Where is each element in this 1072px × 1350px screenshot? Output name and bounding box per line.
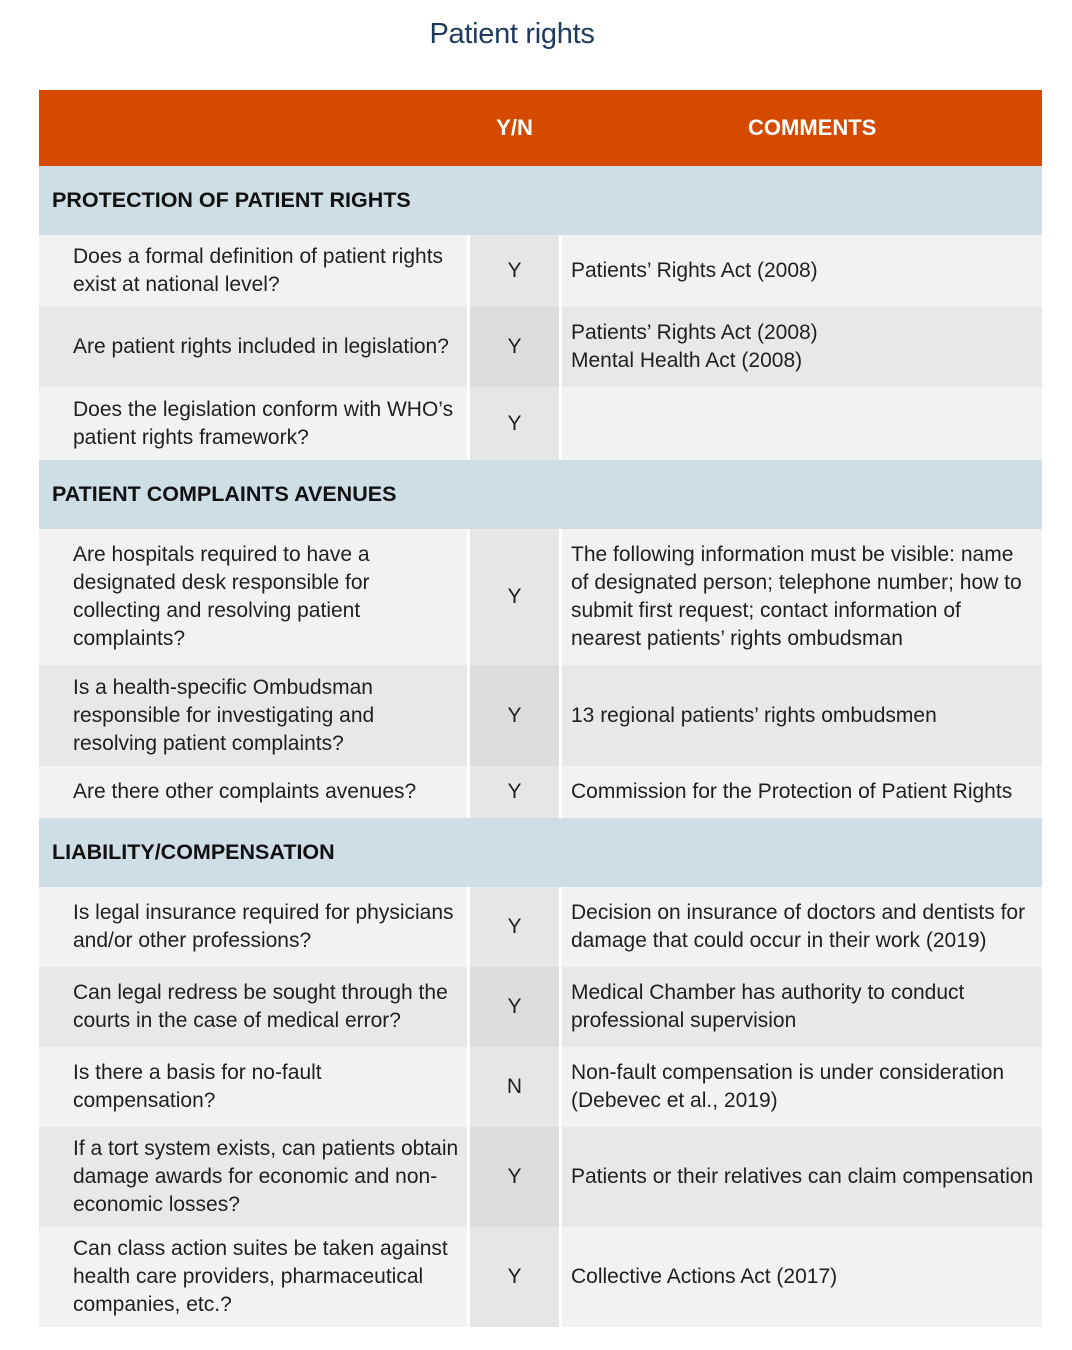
question-text: If a tort system exists, can patients obtain damage awards for economic and non-economic losses? <box>73 1137 459 1216</box>
comment-text: The following information must be visible: name of designated person; telephone number; how to submit first request; contact information of nearest patients’ rights ombudsman <box>571 543 1022 650</box>
table-header <box>39 90 1042 166</box>
comment-text: Collective Actions Act (2017) <box>571 1265 838 1288</box>
yn-value: N <box>506 1075 523 1098</box>
table-row <box>39 887 1042 967</box>
question-text: Is legal insurance required for physicians and/or other professions? <box>73 901 454 952</box>
comment-text: Patients’ Rights Act (2008) <box>571 259 818 282</box>
yn-value: Y <box>507 703 522 727</box>
table-row <box>39 387 1042 460</box>
table-row <box>39 529 1042 665</box>
table-row <box>39 1047 1042 1127</box>
comment-text: Patients or their relatives can claim compensation <box>571 1165 1034 1188</box>
question-text: Does a formal definition of patient rights exist at national level? <box>73 245 444 296</box>
comment-text: Medical Chamber has authority to conduct professional supervision <box>571 981 965 1032</box>
comment-text: Decision on insurance of doctors and dentists for damage that could occur in their work (2019) <box>571 901 1026 952</box>
section-header: PROTECTION OF PATIENT RIGHTS <box>39 166 1042 235</box>
header-comments: COMMENTS <box>748 115 877 140</box>
question-text: Are there other complaints avenues? <box>73 780 417 803</box>
yn-value: Y <box>507 1165 522 1188</box>
question-text: Are patient rights included in legislation? <box>73 335 449 358</box>
yn-value: Y <box>507 995 522 1018</box>
header-yn: Y/N <box>496 115 533 140</box>
yn-value: Y <box>507 411 522 435</box>
section-header: PATIENT COMPLAINTS AVENUES <box>39 460 1042 529</box>
table-row <box>39 1127 1042 1227</box>
table-row <box>39 766 1042 818</box>
yn-value: Y <box>507 780 522 803</box>
question-text: Can legal redress be sought through the courts in the case of medical error? <box>73 981 448 1032</box>
question-text: Is a health-specific Ombudsman responsible for investigating and resolving patient complaints? <box>73 675 375 755</box>
question-text: Are hospitals required to have a designated desk responsible for collecting and resolving patient complaints? <box>73 543 370 650</box>
yn-value: Y <box>507 585 522 608</box>
question-text: Is there a basis for no-fault compensation? <box>73 1061 322 1112</box>
section-header: LIABILITY/COMPENSATION <box>39 818 1042 887</box>
table-row <box>39 235 1042 307</box>
yn-value: Y <box>507 259 522 282</box>
yn-value: Y <box>507 915 522 938</box>
table-row <box>39 665 1042 766</box>
yn-value: Y <box>507 1265 522 1288</box>
table-row <box>39 1227 1042 1327</box>
table-row <box>39 967 1042 1047</box>
question-text: Does the legislation conform with WHO’s patient rights framework? <box>73 397 454 449</box>
yn-value: Y <box>507 335 522 358</box>
comment-text: 13 regional patients’ rights ombudsmen <box>571 703 937 727</box>
comment-text: Commission for the Protection of Patient Rights <box>571 780 1013 803</box>
patient-rights-table <box>39 90 1042 1327</box>
page-title: Patient rights <box>429 18 595 50</box>
comment-text: Patients’ Rights Act (2008) Mental Health Act (2008) <box>571 321 818 372</box>
question-text: Can class action suites be taken against health care providers, pharmaceutical companies, etc.? <box>73 1237 448 1316</box>
table-row <box>39 307 1042 387</box>
comment-text: Non-fault compensation is under consideration (Debevec et al., 2019) <box>571 1061 1005 1112</box>
